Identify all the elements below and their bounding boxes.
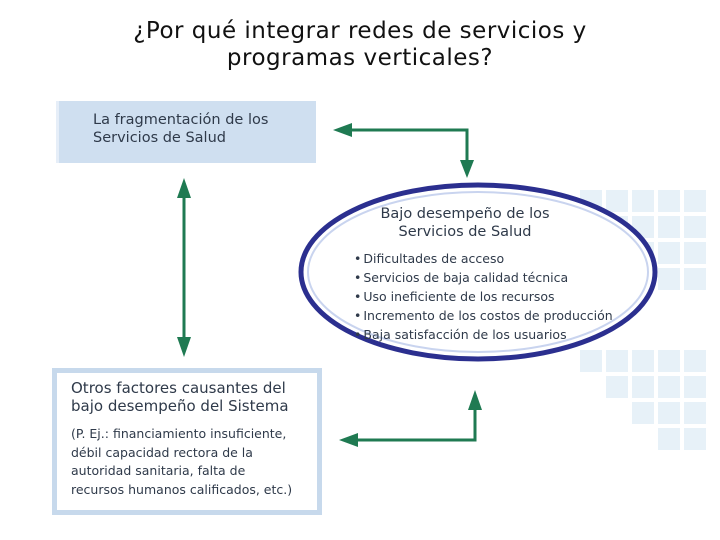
bullet-item: • Dificultades de acceso — [354, 249, 600, 268]
fragmentation-label-line-1: La fragmentación de los — [93, 112, 269, 128]
arrowhead-up-vertical — [177, 178, 191, 198]
arrowhead-left-bottom — [339, 433, 358, 447]
bullet-item: • Uso ineficiente de los recursos — [354, 287, 600, 306]
other-factors-title-line-2: bajo desempeño del Sistema — [71, 397, 289, 415]
arrow-connector-bottom — [350, 400, 475, 440]
other-factors-note-line: (P. Ej.: financiamiento insuficiente, — [71, 426, 287, 441]
arrow-connector-top — [350, 130, 467, 170]
slide-title-line-1: ¿Por qué integrar redes de servicios y — [133, 18, 587, 44]
other-factors-title — [71, 379, 317, 415]
low-performance-title — [330, 205, 600, 241]
bullet-item: • Servicios de baja calidad técnica — [354, 268, 600, 287]
fragmentation-box — [56, 101, 316, 163]
bullet-item: • Incremento de los costos de producción — [354, 306, 600, 325]
arrowhead-down-vertical — [177, 337, 191, 357]
slide-title-line-2: programas verticales? — [226, 45, 494, 71]
arrowhead-left-top — [333, 123, 352, 137]
low-performance-title-line-1: Bajo desempeño de los — [380, 206, 550, 222]
other-factors-note — [71, 425, 317, 499]
bullet-item: • Baja satisfacción de los usuarios — [354, 325, 600, 344]
other-factors-note-line: débil capacidad rectora de la — [71, 444, 253, 460]
other-factors-note-line: autoridad sanitaria, falta de — [71, 463, 246, 478]
low-performance-bullet-list — [340, 249, 613, 344]
arrowhead-up-bottom — [468, 390, 482, 410]
low-performance-content — [340, 205, 613, 344]
other-factors-note-line: recursos humanos calificados, etc.) — [71, 481, 293, 497]
arrowhead-down-top — [460, 160, 474, 178]
other-factors-box — [52, 368, 322, 515]
low-performance-title-line-2: Servicios de Salud — [398, 224, 532, 240]
fragmentation-label-line-2: Servicios de Salud — [93, 130, 226, 146]
other-factors-title-line-1: Otros factores causantes del — [71, 379, 286, 397]
